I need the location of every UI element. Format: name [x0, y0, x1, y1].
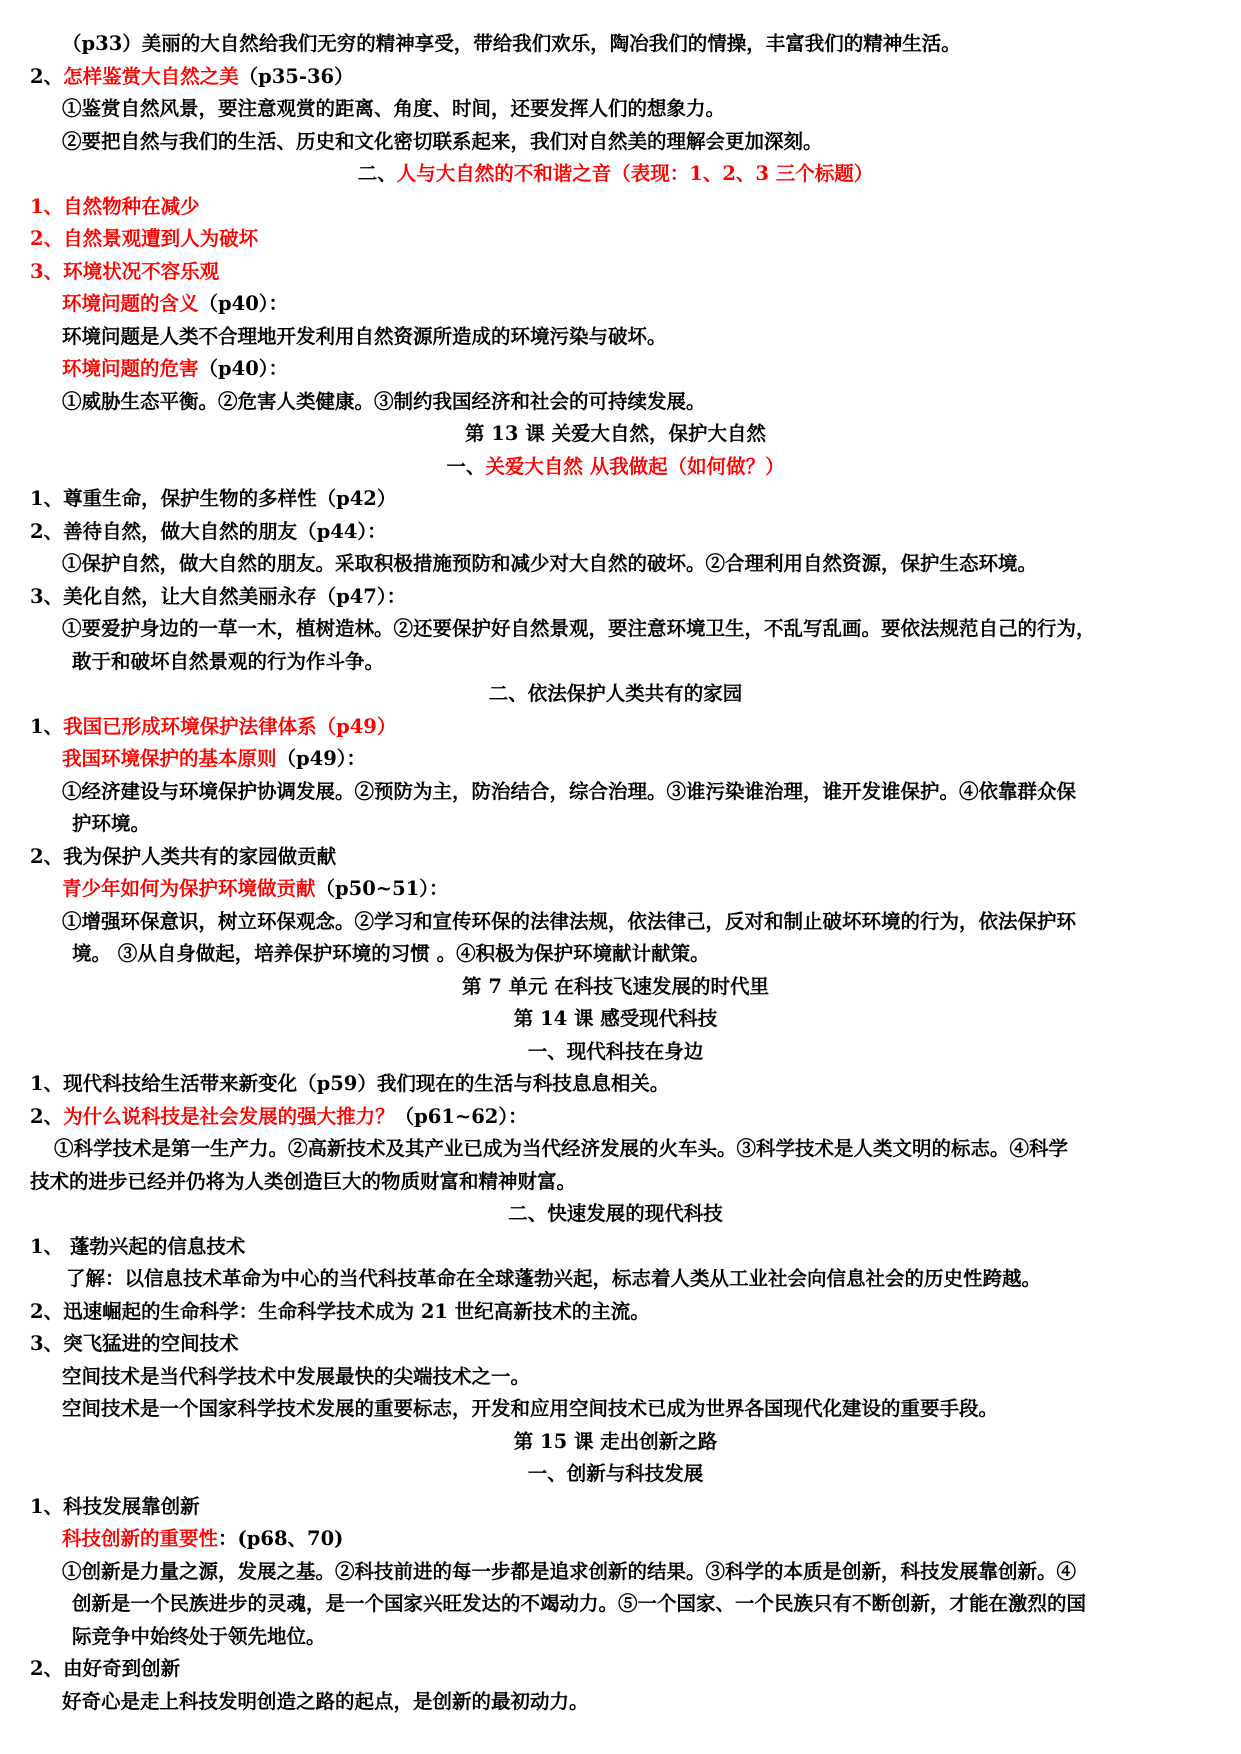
text-line: ①要爱护身边的一草一木，植树造林。②还要保护好自然景观，要注意环境卫生，不乱写乱画。要依法规范自己的行为， — [62, 617, 1096, 640]
text-line: 护环境。 — [72, 812, 151, 835]
text-line: 敢于和破坏自然景观的行为作斗争。 — [72, 649, 385, 673]
text-line: 空间技术是当代科学技术中发展最快的尖端技术之一。 — [62, 1364, 531, 1388]
lesson-title: 第 13 课 关爱大自然，保护大自然 — [464, 422, 766, 445]
item-heading: 1、 蓬勃兴起的信息技术 — [30, 1234, 246, 1258]
sub-heading: 青少年如何为保护环境做贡献（p50~51）： — [62, 877, 449, 900]
lesson-title: 第 14 课 感受现代科技 — [513, 1007, 718, 1030]
text-line: 环境问题是人类不合理地开发利用自然资源所造成的环境污染与破坏。 — [62, 324, 667, 348]
item-heading: 2、迅速崛起的生命科学：生命科学技术成为 21 世纪高新技术的主流。 — [30, 1299, 650, 1323]
text-line: （p33）美丽的大自然给我们无穷的精神享受，带给我们欢乐，陶冶我们的情操，丰富我们的精神生活。 — [62, 32, 961, 55]
section-heading: 一、关爱大自然 从我做起（如何做？） — [446, 454, 785, 478]
text-line: 境。 ③从自身做起，培养保护环境的习惯 。④积极为保护环境献计献策。 — [72, 942, 710, 965]
text-line: 技术的进步已经并仍将为人类创造巨大的物质财富和精神财富。 — [30, 1169, 577, 1193]
item-heading: 1、科技发展靠创新 — [30, 1494, 200, 1518]
section-heading: 二、快速发展的现代科技 — [508, 1202, 723, 1225]
text-line: ①经济建设与环境保护协调发展。②预防为主，防治结合，综合治理。③谁污染谁治理，谁开发谁保护。④依靠群众保 — [62, 779, 1077, 803]
text-line: ①科学技术是第一生产力。②高新技术及其产业已成为当代经济发展的火车头。③科学技术是人类文明的标志。④科学 — [54, 1137, 1069, 1160]
text-line: ①保护自然，做大自然的朋友。采取积极措施预防和减少对大自然的破坏。②合理利用自然资源，保护生态环境。 — [62, 552, 1038, 575]
text-line: ①威胁生态平衡。②危害人类健康。③制约我国经济和社会的可持续发展。 — [62, 389, 706, 413]
item-heading: 2、善待自然，做大自然的朋友（p44）： — [30, 519, 387, 543]
item-heading: 1、我国已形成环境保护法律体系（p49） — [30, 714, 397, 738]
text-line: ①增强环保意识，树立环保观念。②学习和宣传环保的法律法规，依法律己，反对和制止破坏环境的行为，依法保护环 — [62, 909, 1077, 933]
item-heading: 3、美化自然，让大自然美丽永存（p47）： — [30, 584, 407, 608]
section-heading: 二、依法保护人类共有的家园 — [488, 682, 743, 705]
text-line: 好奇心是走上科技发明创造之路的起点，是创新的最初动力。 — [62, 1689, 589, 1713]
item-heading: 2、我为保护人类共有的家园做贡献 — [30, 844, 337, 868]
sub-heading: 我国环境保护的基本原则（p49）： — [62, 747, 367, 770]
item-heading: 2、自然景观遭到人为破坏 — [30, 227, 259, 250]
sub-heading: 科技创新的重要性：(p68、70) — [62, 1527, 344, 1550]
text-line: 际竞争中始终处于领先地位。 — [72, 1624, 326, 1648]
text-line: ②要把自然与我们的生活、历史和文化密切联系起来，我们对自然美的理解会更加深刻。 — [62, 129, 823, 153]
unit-title: 第 7 单元 在科技飞速发展的时代里 — [462, 974, 769, 998]
sub-heading: 环境问题的危害（p40）： — [62, 357, 289, 380]
item-heading: 2、由好奇到创新 — [30, 1657, 181, 1680]
item-heading: 3、突飞猛进的空间技术 — [30, 1332, 239, 1355]
text-line: 了解：以信息技术革命为中心的当代科技革命在全球蓬勃兴起，标志着人类从工业社会向信息社会的历史性跨越。 — [66, 1267, 1042, 1290]
section-heading: 二、人与大自然的不和谐之音（表现：1、2、3 三个标题） — [357, 162, 874, 185]
item-heading: 3、环境状况不容乐观 — [30, 259, 220, 283]
item-heading: 2、为什么说科技是社会发展的强大推力？（p61~62）： — [30, 1104, 528, 1128]
text-line: ①鉴赏自然风景，要注意观赏的距离、角度、时间，还要发挥人们的想象力。 — [62, 97, 726, 120]
sub-heading: 环境问题的含义（p40）： — [62, 292, 289, 315]
section-heading: 一、创新与科技发展 — [527, 1462, 704, 1485]
item-heading: 1、现代科技给生活带来新变化（p59）我们现在的生活与科技息息相关。 — [30, 1072, 670, 1095]
section-heading: 一、现代科技在身边 — [527, 1039, 704, 1063]
lesson-title: 第 15 课 走出创新之路 — [513, 1429, 718, 1453]
item-heading: 1、自然物种在减少 — [30, 194, 200, 218]
text-line: ①创新是力量之源，发展之基。②科技前进的每一步都是追求创新的结果。③科学的本质是创新，科技发展靠创新。④ — [62, 1559, 1077, 1583]
text-line: 空间技术是一个国家科学技术发展的重要标志，开发和应用空间技术已成为世界各国现代化建设的重要手段。 — [62, 1397, 999, 1420]
item-heading: 1、尊重生命，保护生物的多样性（p42） — [30, 487, 397, 510]
item-heading: 2、怎样鉴赏大自然之美（p35-36） — [30, 64, 354, 88]
text-line: 创新是一个民族进步的灵魂，是一个国家兴旺发达的不竭动力。⑤一个国家、一个民族只有不断创新，才能在激烈的国 — [72, 1592, 1087, 1615]
